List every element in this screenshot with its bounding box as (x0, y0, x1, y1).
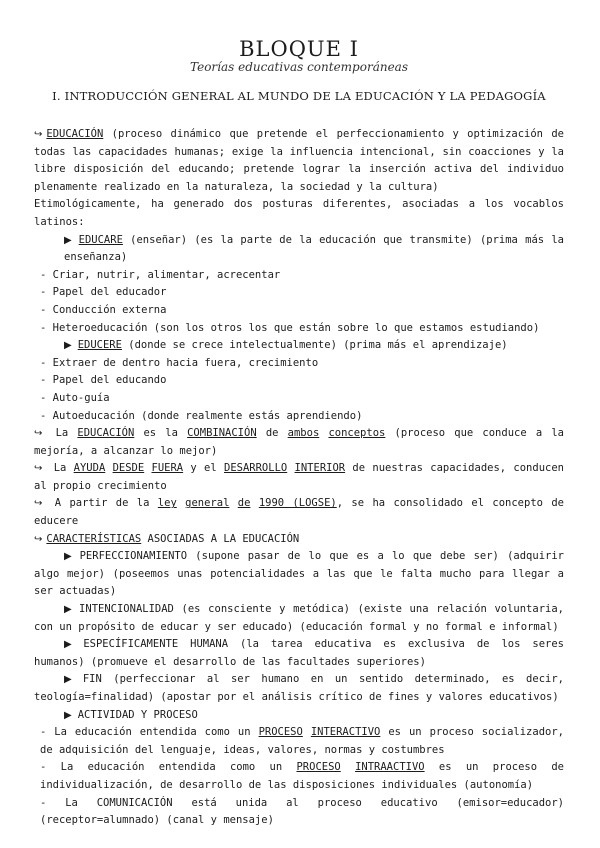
term: general (185, 497, 230, 510)
text: (proceso que conduce a la mejoría, a alcanzar lo mejor) (34, 427, 564, 457)
term: EDUCERE (77, 339, 122, 352)
section-heading: I. INTRODUCCIÓN GENERAL AL MUNDO DE LA EDUCACIÓN Y LA PEDAGOGÍA (52, 89, 546, 103)
indent (34, 603, 64, 615)
text: y el (183, 462, 224, 475)
text: es un proceso de individualización, de desarrollo de las disposiciones individuales (autonomía) (40, 761, 564, 791)
term: DESARROLLO (224, 462, 288, 475)
text: ACTIVIDAD Y PROCESO (77, 708, 198, 721)
hook-arrow-icon: ↪ (34, 498, 43, 510)
text (229, 497, 237, 509)
text (303, 726, 311, 738)
term: PROCESO (296, 761, 341, 774)
term: ambos (287, 427, 320, 440)
term: INTERIOR (294, 462, 346, 475)
text (105, 462, 112, 474)
term: conceptos (328, 427, 386, 440)
term: CARACTERÍSTICAS (46, 532, 142, 545)
hook-arrow-icon: ↪ (34, 463, 43, 475)
triangle-bullet-icon: ▶ (64, 639, 78, 651)
triangle-bullet-icon: ▶ (64, 709, 72, 721)
ley-paragraph (34, 495, 564, 530)
perfeccionamiento-paragraph (34, 548, 564, 601)
hook-arrow-icon: ↪ (34, 129, 43, 140)
interactivo-paragraph (34, 724, 564, 759)
comunicacion-paragraph: - La COMUNICACIÓN está unida al proceso educativo (emisor=educador) (receptor=alumnado) (canal y mensaje) (40, 796, 564, 827)
text: , se ha consolidado el concepto de educere (34, 497, 564, 528)
triangle-bullet-icon: ▶ (64, 604, 74, 616)
list-item: - Autoeducación (donde realmente estás aprendiendo) (40, 409, 363, 422)
text: (proceso dinámico que pretende el perfeccionamiento y optimización de todas las capacidades humanas; exige la influencia intencional, sin coacciones y la libre disposición del educando; pretende lograr la inserción activa del individuo plenamente realizado en la naturaleza, la sociedad y la cultura) (34, 128, 564, 193)
text: es la (134, 427, 188, 440)
text (250, 497, 258, 509)
text: ESPECÍFICAMENTE HUMANA (la tarea educativa es exclusiva de los seres humanos) (promueve el desarrollo de las facultades superiores) (34, 638, 564, 668)
term: AYUDA (73, 462, 106, 475)
especificamente-paragraph (34, 636, 564, 671)
text: de nuestras capacidades, conducen al propio crecimiento (34, 462, 564, 492)
term: DESDE (112, 462, 145, 475)
combinacion-paragraph (34, 425, 564, 460)
term: de (237, 497, 251, 510)
term: 1990 (LOGSE) (258, 497, 337, 510)
text: - La educación entendida como un (40, 726, 259, 739)
term: EDUCACIÓN (77, 427, 135, 440)
term: FUERA (151, 462, 184, 475)
page-subtitle: Teorías educativas contemporáneas (190, 60, 408, 74)
intencionalidad-paragraph (34, 601, 564, 636)
text: (donde se crece intelectualmente) (prima más el aprendizaje) (121, 339, 508, 352)
text: ASOCIADAS A LA EDUCACIÓN (141, 532, 300, 545)
hook-arrow-icon: ↪ (34, 428, 43, 440)
text (287, 462, 294, 474)
term: EDUCARE (78, 233, 123, 246)
triangle-bullet-icon: ▶ (64, 340, 72, 352)
text: de (256, 427, 288, 440)
list-item: - Extraer de dentro hacia fuera, crecimiento (40, 356, 319, 369)
educacion-paragraph (34, 126, 564, 196)
text: - La educación entendida como un (40, 761, 297, 774)
list-item: - Conducción externa (40, 303, 167, 316)
educare-paragraph (34, 232, 564, 267)
text: es un proceso socializador, de adquisición del lenguaje, ideas, valores, normas y costumbres (40, 726, 564, 756)
page-title: BLOQUE I (239, 37, 359, 61)
actividad-paragraph (34, 707, 564, 725)
hook-arrow-icon: ↪ (34, 533, 43, 545)
etimologia-paragraph: Etimológicamente, ha generado dos posturas diferentes, asociadas a los vocablos latinos: (34, 198, 564, 228)
triangle-bullet-icon: ▶ (64, 234, 73, 246)
indent (34, 550, 64, 562)
text: (enseñar) (es la parte de la educación que transmite) (prima más la enseñanza) (64, 233, 564, 264)
text: INTENCIONALIDAD (es consciente y metódica) (existe una relación voluntaria, con un propósito de educar y ser educado) (educación formal y no formal e informal) (34, 603, 564, 633)
text: FIN (perfeccionar al ser humano en un sentido determinado, es decir, teología=finalidad) (apostar por el análisis crítico de fines y valores educativos) (34, 673, 564, 703)
list-item: - Criar, nutrir, alimentar, acrecentar (40, 268, 281, 281)
text: La (46, 427, 78, 440)
caracteristicas-heading (34, 531, 564, 549)
list-item: - Papel del educando (40, 374, 167, 387)
list-item: - Auto-guía (40, 391, 110, 404)
text (341, 761, 355, 773)
term: INTRAACTIVO (355, 761, 425, 774)
text (144, 462, 151, 474)
list-item: - Papel del educador (40, 286, 167, 299)
educere-paragraph (34, 337, 564, 355)
indent (34, 673, 64, 685)
list-item: - Heteroeducación (son los otros los que están sobre lo que estamos estudiando) (40, 321, 540, 334)
text: PERFECCIONAMIENTO (supone pasar de lo que es a lo que debe ser) (adquirir algo mejor) (poseemos unas potencialidades a las que le falta mucho para llegar a ser actuadas) (34, 550, 564, 598)
indent (34, 638, 64, 650)
triangle-bullet-icon: ▶ (64, 674, 77, 686)
term: EDUCACIÓN (46, 128, 104, 140)
text (177, 497, 185, 509)
fin-paragraph (34, 671, 564, 706)
term: ley (157, 497, 177, 510)
ayuda-paragraph (34, 460, 564, 495)
term: COMBINACIÓN (187, 427, 257, 440)
term: PROCESO (258, 726, 303, 739)
text: La (46, 462, 74, 475)
triangle-bullet-icon: ▶ (64, 551, 74, 563)
term: INTERACTIVO (310, 726, 381, 739)
intraactivo-paragraph (34, 759, 564, 794)
text: A partir de la (46, 497, 158, 510)
